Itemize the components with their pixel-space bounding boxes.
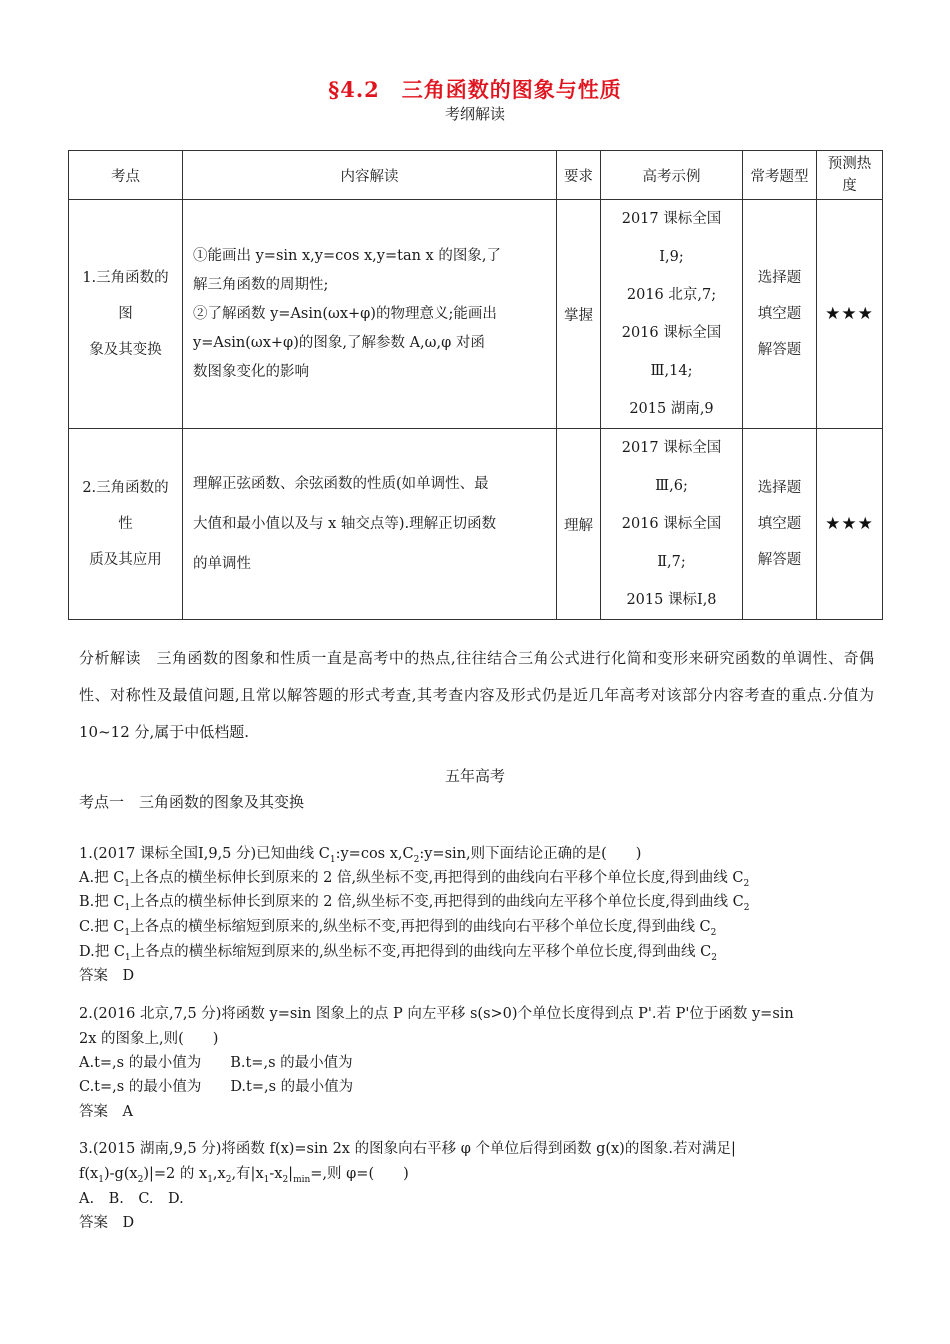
content-cell: ①能画出 y=sin x,y=cos x,y=tan x 的图象,了 解三角函数的周期性; ②了解函数 y=Asin(ωx+φ)的物理意义;能画出 y=Asin(ωx+φ)的图象,了解参数 A,ω,φ 对函 数图象变化的影响 xyxy=(183,200,557,429)
table-header-row xyxy=(69,151,883,200)
kaodian-cell: 1.三角函数的 图 象及其变换 xyxy=(69,200,183,429)
requirement-cell: 掌握 xyxy=(557,200,601,429)
content-cell: 理解正弦函数、余弦函数的性质(如单调性、最 大值和最小值以及与 x 轴交点等).理解正切函数 的单调性 xyxy=(183,429,557,620)
problem-2-answer: 答案 A xyxy=(79,1104,133,1120)
problem-1-answer: 答案 D xyxy=(79,968,135,984)
kaodian-cell: 2.三角函数的 性 质及其应用 xyxy=(69,429,183,620)
problem-2-options-cd: C.t=,s 的最小值为 D.t=,s 的最小值为 xyxy=(79,1079,354,1095)
header-cell: 高考示例 xyxy=(601,151,743,200)
table-row xyxy=(69,200,883,429)
problem-2-options-ab: A.t=,s 的最小值为 B.t=,s 的最小值为 xyxy=(79,1055,353,1071)
problem-2-stem-line2: 2x 的图象上,则( ) xyxy=(79,1031,219,1047)
examples-cell: 2017 课标全国 Ⅲ,6; 2016 课标全国 Ⅱ,7; 2015 课标Ⅰ,8 xyxy=(601,429,743,620)
analysis-paragraph: 分析解读 三角函数的图象和性质一直是高考中的热点,往往结合三角公式进行化简和变形来研究函数的单调性、奇偶性、对称性及最值问题,且常以解答题的形式考查,其考查内容及形式仍是近几年高考对该部分内容考查的重点.分值为 10~12 分,属于中低档题. xyxy=(79,649,874,741)
outline-subtitle: 考纲解读 xyxy=(444,105,505,123)
requirement-cell: 理解 xyxy=(557,429,601,620)
problem-3-stem-line1: 3.(2015 湖南,9,5 分)将函数 f(x)=sin 2x 的图象向右平移 φ 个单位后得到函数 g(x)的图象.若对满足| xyxy=(79,1141,736,1157)
problem-3-stem-line2: $f(x_1)-g(x_2)|=2$ 的 $x_1,x_2$,有$|x_1-x_2|_{min}=$,则 φ=( ) xyxy=(79,1166,409,1185)
problem-3-options: A. B. C. D. xyxy=(79,1191,184,1207)
problem-2-stem-line1: 2.(2016 北京,7,5 分)将函数 y=sin 图象上的点 P 向左平移 s(s>0)个单位长度得到点 P'.若 P'位于函数 y=sin xyxy=(79,1006,794,1022)
page-title: §4.2 三角函数的图象与性质 xyxy=(328,77,622,102)
problem-1-option-d: D.把 $C_1$上各点的横坐标缩短到原来的,纵坐标不变,再把得到的曲线向左平移个单位长度,得到曲线 $C_2$ xyxy=(79,944,717,963)
section-heading: 五年高考 xyxy=(444,767,505,785)
header-heat-label: 预测热度 xyxy=(827,156,872,194)
problem-1-stem: 1.(2017 课标全国Ⅰ,9,5 分)已知曲线 $C_1:y=\cos$ $x,C_2:y=\sin$,则下面结论正确的是( ) xyxy=(79,846,642,865)
problem-1-option-c: C.把 $C_1$上各点的横坐标缩短到原来的,纵坐标不变,再把得到的曲线向右平移个单位长度,得到曲线 $C_2$ xyxy=(79,919,717,938)
types-cell: 选择题 填空题 解答题 xyxy=(743,429,817,620)
header-cell xyxy=(817,151,883,200)
problem-3-answer: 答案 D xyxy=(79,1215,135,1231)
table-row xyxy=(69,429,883,620)
examples-cell: 2017 课标全国 Ⅰ,9; 2016 北京,7; 2016 课标全国 Ⅲ,14; 2015 湖南,9 xyxy=(601,200,743,429)
problem-1-option-b: B.把 $C_1$上各点的横坐标伸长到原来的 2 倍,纵坐标不变,再把得到的曲线向左平移个单位长度,得到曲线 $C_2$ xyxy=(79,894,750,913)
header-cell: 常考题型 xyxy=(743,151,817,200)
types-cell: 选择题 填空题 解答题 xyxy=(743,200,817,429)
kaodian-heading: 考点一 三角函数的图象及其变换 xyxy=(79,793,305,811)
heat-rating: ★★★ xyxy=(817,429,883,620)
heat-rating: ★★★ xyxy=(817,200,883,429)
header-cell: 内容解读 xyxy=(183,151,557,200)
exam-outline-table xyxy=(68,150,883,620)
header-cell: 要求 xyxy=(557,151,601,200)
header-cell: 考点 xyxy=(69,151,183,200)
problem-1-option-a: A.把 $C_1$上各点的横坐标伸长到原来的 2 倍,纵坐标不变,再把得到的曲线向右平移个单位长度,得到曲线 $C_2$ xyxy=(79,870,750,889)
